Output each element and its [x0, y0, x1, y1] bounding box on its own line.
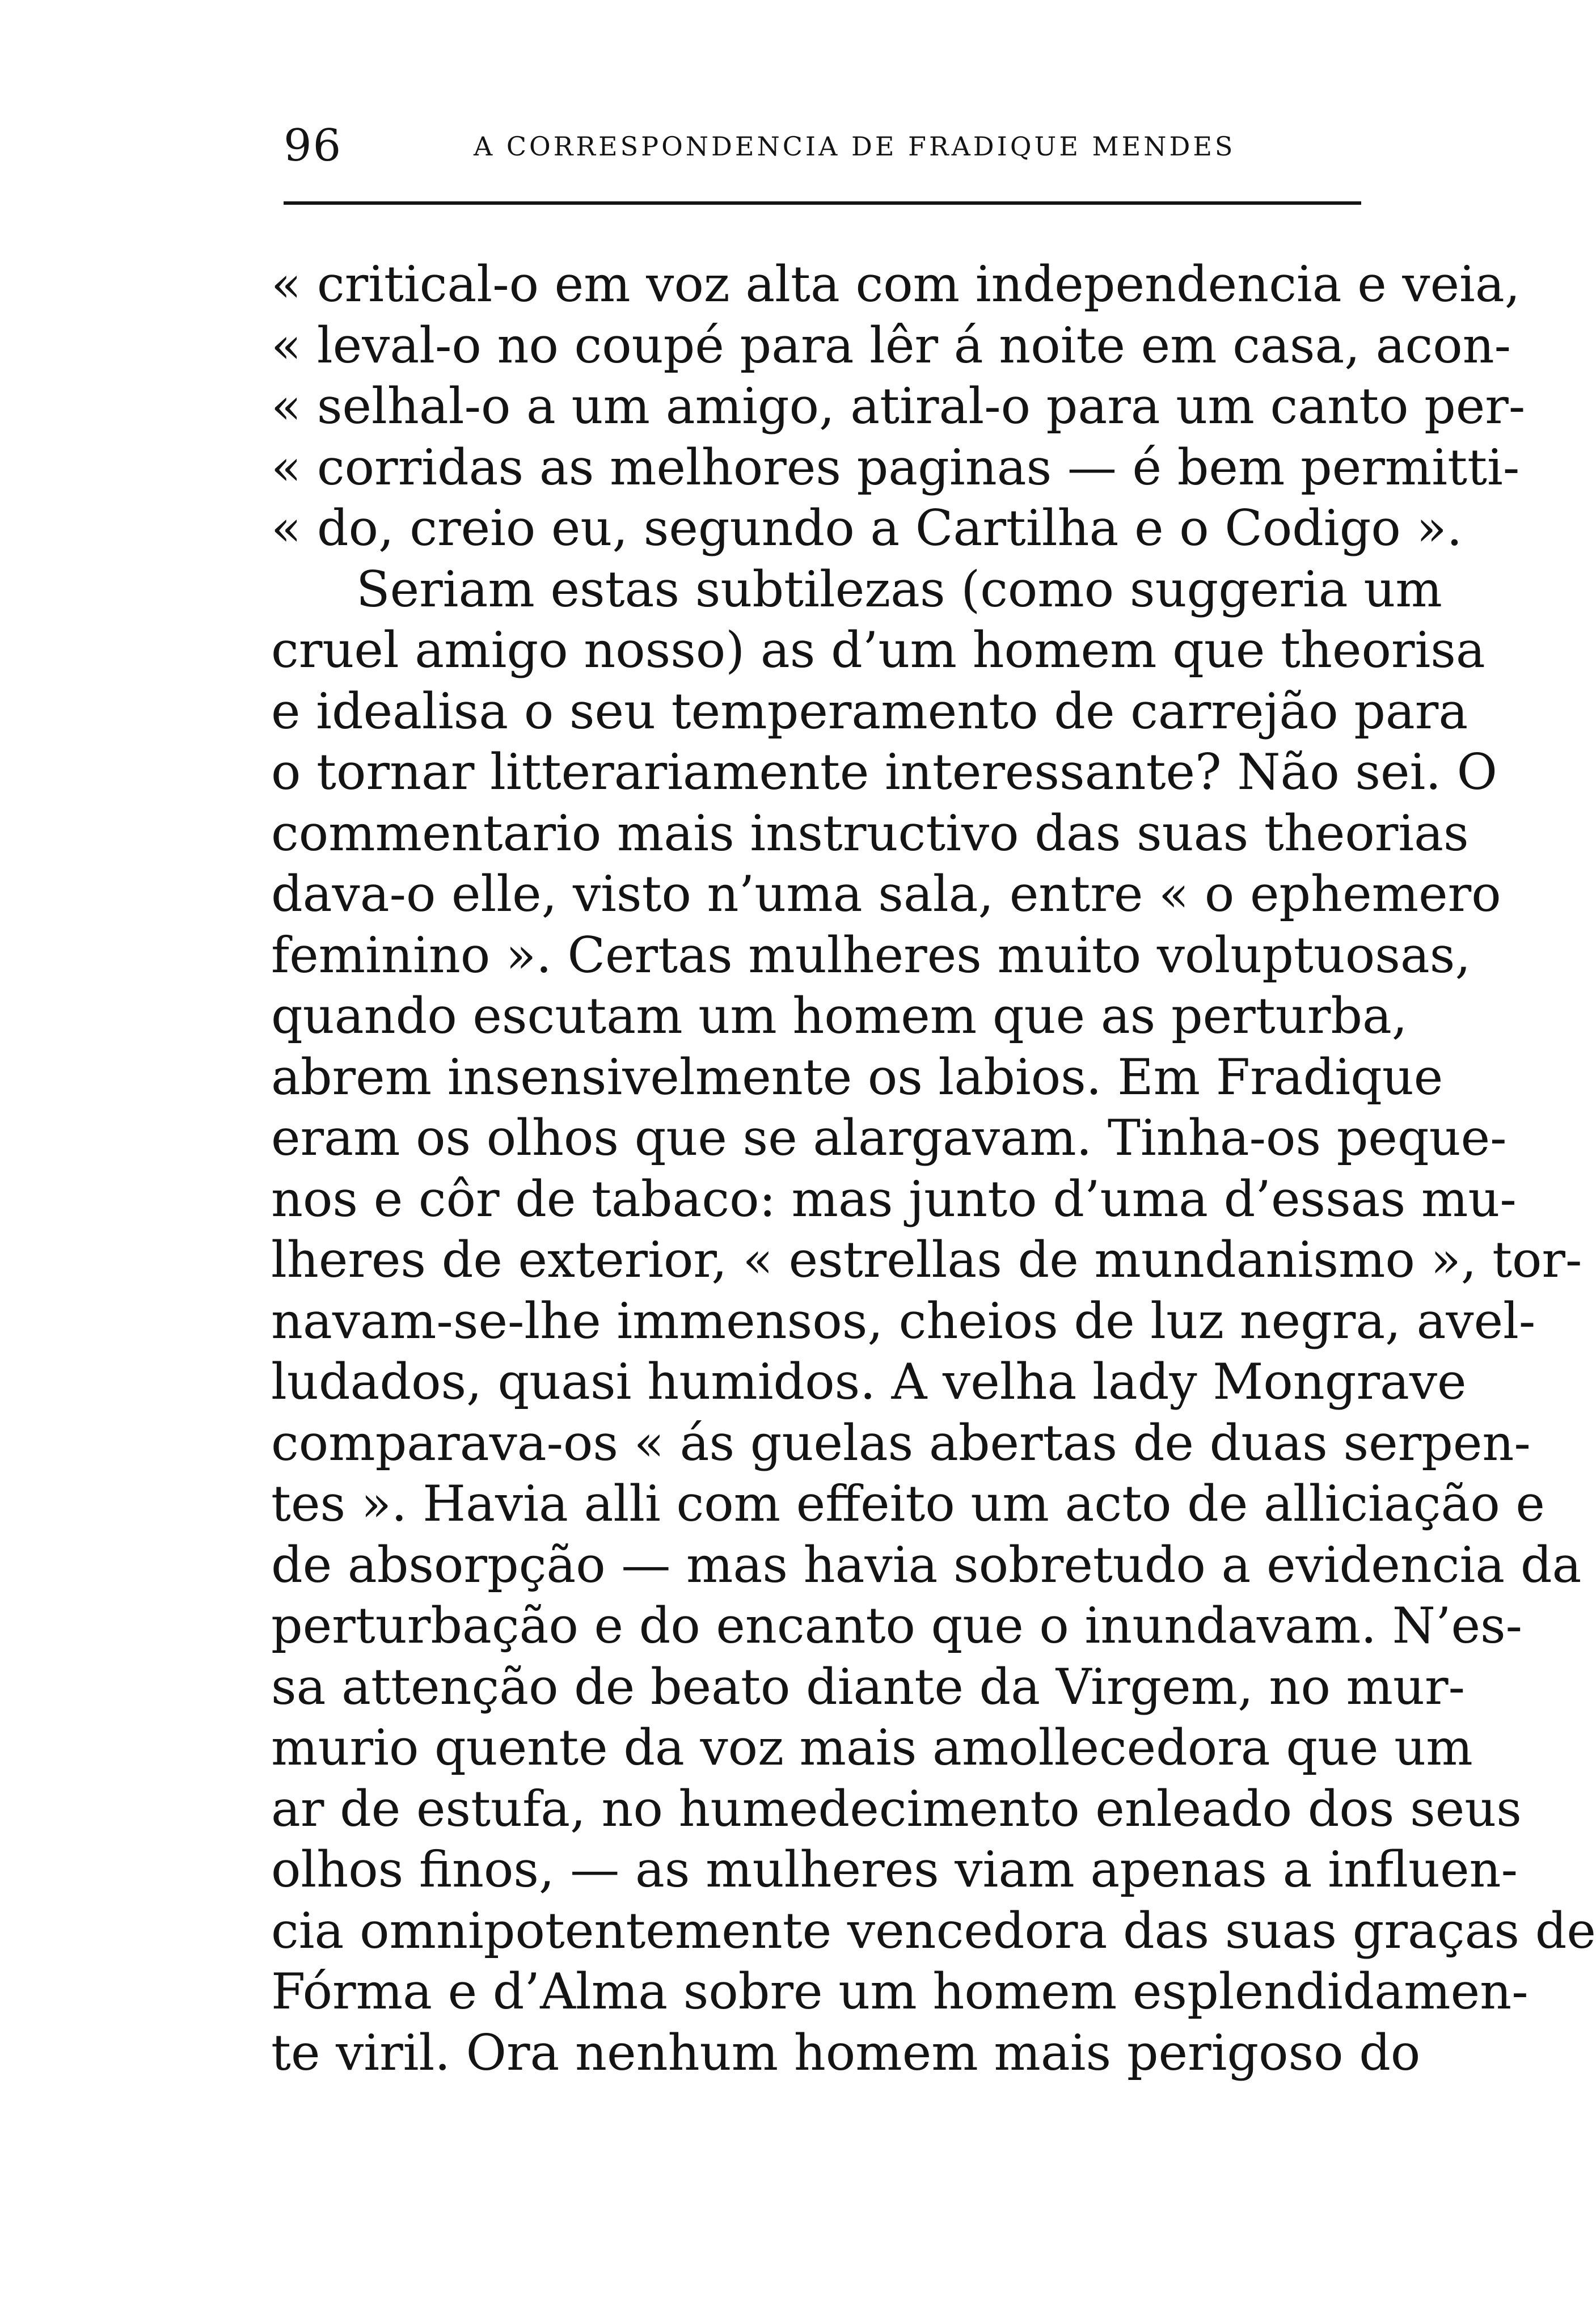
- text-line: Fórma e d’Alma sobre um homem esplendidamen-: [271, 1963, 1529, 2020]
- running-title: A CORRESPONDENCIA DE FRADIQUE MENDES: [474, 131, 1236, 162]
- text-line: quando escutam um homem que as perturba,: [271, 987, 1408, 1045]
- text-line: « do, creio eu, segundo a Cartilha e o Codigo ».: [271, 499, 1463, 557]
- text-line: lheres de exterior, « estrellas de mundanismo », tor-: [271, 1231, 1582, 1289]
- text-line: « leval-o no coupé para lêr á noite em casa, acon-: [271, 316, 1511, 374]
- text-line: ar de estufa, no humedecimento enleado dos seus: [271, 1779, 1522, 1838]
- text-line: « critical-o em voz alta com independencia e veia,: [271, 255, 1521, 313]
- text-line: murio quente da voz mais amollecedora que um: [271, 1719, 1473, 1776]
- text-line: feminino ». Certas mulheres muito voluptuosas,: [271, 926, 1471, 984]
- text-line: comparava-os « ás guelas abertas de duas serpen-: [271, 1413, 1531, 1472]
- text-line: olhos finos, — as mulheres viam apenas a influen-: [271, 1841, 1518, 1898]
- text-line: perturbação e do encanto que o inundavam. N’es-: [271, 1597, 1523, 1655]
- text-line: o tornar litterariamente interessante? Não sei. O: [271, 743, 1497, 801]
- text-line: sa attenção de beato diante da Virgem, no mur-: [271, 1657, 1465, 1716]
- text-line: abrem insensivelmente os labios. Em Fradique: [271, 1048, 1443, 1106]
- paragraph-first-line: Seriam estas subtilezas (como suggeria um: [356, 560, 1442, 618]
- text-line: navam-se-lhe immensos, cheios de luz negra, avel-: [271, 1292, 1536, 1350]
- text-line: eram os olhos que se alargavam. Tinha-os peque-: [271, 1109, 1507, 1167]
- text-line: tes ». Havia alli com effeito um acto de alliciação e: [271, 1475, 1545, 1533]
- text-line: dava-o elle, visto n’uma sala, entre « o ephemero: [271, 865, 1501, 923]
- text-line: de absorpção — mas havia sobretudo a evidencia da: [271, 1535, 1582, 1594]
- running-head: [278, 113, 1367, 176]
- page-number: 96: [284, 120, 343, 171]
- text-line: « selhal-o a um amigo, atiral-o para um canto per-: [271, 377, 1526, 435]
- text-line: cruel amigo nosso) as d’um homem que theorisa: [271, 621, 1485, 679]
- text-line: commentario mais instructivo das suas theorias: [271, 804, 1469, 862]
- text-line: « corridas as melhores paginas — é bem permitti-: [271, 438, 1520, 496]
- text-line: te viril. Ora nenhum homem mais perigoso do: [271, 2023, 1421, 2082]
- text-line: ludados, quasi humidos. A velha lady Mongrave: [271, 1353, 1467, 1411]
- header-rule: [284, 201, 1361, 205]
- text-line: e idealisa o seu temperamento de carrejão para: [271, 682, 1468, 740]
- text-line: cia omnipotentemente vencedora das suas graças de: [271, 1901, 1596, 1960]
- body-text: [271, 254, 1596, 2083]
- text-line: nos e côr de tabaco: mas junto d’uma d’essas mu-: [271, 1170, 1517, 1228]
